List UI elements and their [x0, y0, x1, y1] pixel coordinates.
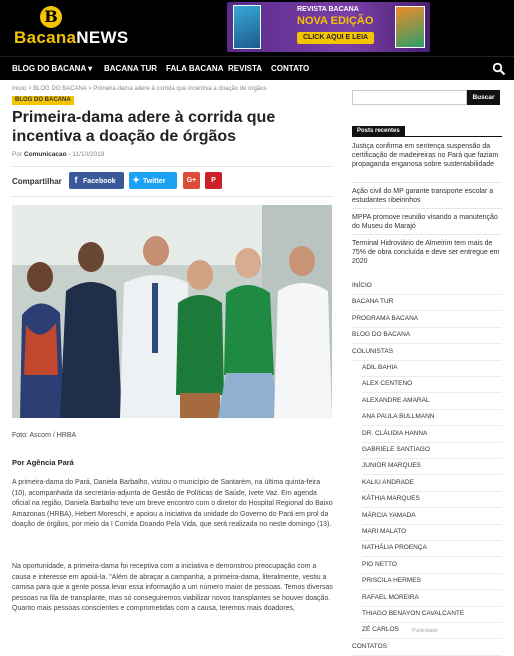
nav-item-blog-do-bacana[interactable]: BLOG DO BACANA ▾: [12, 64, 93, 73]
nav-item-bacana-tur[interactable]: BACANA TUR: [104, 64, 158, 73]
byline-author[interactable]: Comunicacao: [23, 151, 67, 158]
recent-post-link[interactable]: MPPA promove reunião visando a manutenção do Museu do Marajó: [352, 214, 498, 230]
article-byline: [12, 151, 104, 158]
category-badge[interactable]: BLOG DO BACANA: [12, 96, 74, 105]
divider: [352, 294, 502, 295]
sidebar-search-button[interactable]: Buscar: [467, 90, 500, 105]
divider: [352, 360, 502, 361]
divider: [362, 606, 502, 607]
divider: [352, 327, 502, 328]
columnist-link[interactable]: PIO NETTO: [362, 560, 397, 568]
article-title: Primeira-dama adere à corrida que incentiva a doação de órgãos: [12, 109, 276, 145]
divider: [352, 182, 502, 183]
columnist-link[interactable]: MÁRCIA YAMADA: [362, 511, 416, 519]
divider: [362, 638, 502, 639]
magazine-banner-ad[interactable]: [227, 2, 430, 52]
main-nav: [0, 56, 514, 80]
breadcrumb[interactable]: Início > BLOG DO BACANA > Primeira-dama adere à corrida que incentiva a doação de órgãos: [12, 86, 267, 92]
banner-magazine-cover: [395, 6, 425, 48]
divider: [362, 573, 502, 574]
divider: [362, 425, 502, 426]
group-photo-illustration: [12, 205, 332, 418]
banner-cta-button[interactable]: CLICK AQUI E LEIA: [297, 32, 374, 44]
search-icon[interactable]: [492, 62, 506, 76]
divider: [362, 622, 502, 623]
byline-prefix: Por: [12, 151, 23, 158]
sidebar-search-input[interactable]: [352, 90, 467, 105]
logo-wordmark: [14, 28, 128, 48]
divider: [362, 589, 502, 590]
share-facebook-button[interactable]: [69, 172, 124, 189]
nav-item-fala-bacana[interactable]: FALA BACANA: [166, 64, 224, 73]
divider: [362, 474, 502, 475]
divider: [362, 556, 502, 557]
columnist-link[interactable]: DR. CLÁUDIA HANNA: [362, 429, 428, 437]
nav-item-contato[interactable]: CONTATO: [271, 64, 310, 73]
site-logo[interactable]: [14, 6, 144, 50]
byline-date: - 11/10/2019: [68, 151, 105, 158]
site-header: [0, 0, 514, 56]
article-paragraph: Na oportunidade, a primeira-dama foi receptiva com a iniciativa e demonstrou preocupação com a causa e interesse em apoiá-la. "Além de abraçar a campanha, a primeira-dama, literalmente, vestiu a camisa para que a gente possa levar essa informação a um número maior de pessoas. Temos diversas pessoas na fila de transplante, mas só conseguiremos viabilizar novos transplantes se houver doação. Quanto mais pessoas conscientes e comprometidas com a causa, teremos mais doadores,: [12, 563, 333, 612]
divider: [362, 409, 502, 410]
logo-word-bacana: Bacana: [14, 28, 77, 47]
sidebar-menu-item[interactable]: BACANA TUR: [352, 298, 394, 306]
columnist-link[interactable]: KALIU ANDRADE: [362, 478, 415, 486]
logo-word-news: NEWS: [76, 28, 129, 47]
divider: [362, 376, 502, 377]
sidebar-menu-item[interactable]: PROGRAMA BACANA: [352, 314, 419, 322]
columnist-link[interactable]: GABRIELE SANTIAGO: [362, 446, 430, 453]
facebook-icon: f: [74, 175, 78, 185]
nav-item-revista[interactable]: REVISTA: [228, 64, 263, 73]
columnist-link[interactable]: ZÉ CARLOS: [362, 626, 399, 634]
recent-post-link[interactable]: Terminal Hidroviário de Almeirim tem mais de 75% de obra concluída e deve ser entregue em 2020: [352, 240, 500, 265]
banner-phone-image: [233, 5, 261, 49]
divider: [12, 166, 332, 167]
share-twitter-button[interactable]: [129, 172, 177, 189]
banner-headline: REVISTA BACANA: [297, 6, 359, 13]
recent-posts-heading: Posts recentes: [352, 126, 405, 136]
advertising-label: Publicidade: [412, 628, 438, 634]
columnist-link[interactable]: ANA PAULA BULLMANN: [362, 413, 435, 421]
divider: [352, 208, 502, 209]
columnist-link[interactable]: ALEXANDRE AMARAL: [362, 396, 430, 404]
twitter-icon: ✦: [132, 175, 140, 185]
columnist-link[interactable]: ALEX CENTENO: [362, 380, 413, 388]
divider: [362, 491, 502, 492]
columnist-link[interactable]: THIAGO BENAYON CAVALCANTE: [362, 610, 465, 617]
recent-post-link[interactable]: Ação civil do MP garante transporte escolar a estudantes ribeirinhos: [352, 188, 494, 204]
sidebar-menu-item[interactable]: INÍCIO: [352, 282, 372, 289]
columnist-link[interactable]: JUNIOR MARQUES: [362, 462, 421, 470]
share-facebook-label: Facebook: [83, 178, 116, 185]
share-twitter-label: Twitter: [143, 178, 166, 185]
divider: [362, 442, 502, 443]
columnist-link[interactable]: KÁTHIA MARQUES: [362, 495, 420, 503]
columnist-link[interactable]: ADIL BAHIA: [362, 364, 398, 371]
columnist-link[interactable]: NATHÁLIA PROENÇA: [362, 544, 427, 552]
divider: [362, 540, 502, 541]
divider: [352, 310, 502, 311]
divider: [362, 507, 502, 508]
logo-badge: B: [40, 6, 62, 28]
share-gplus-button[interactable]: G+: [183, 172, 200, 189]
article-paragraph: A primeira-dama do Pará, Daniela Barbalho, visitou o município de Santarém, na última quinta-feira (10), acompanhada da secretária-adjunta de Gestão de Políticas de Saúde, Ivete Vaz. Em agenda oficial na região, Daniela Barbalho teve um breve encontro com o diretor do Hospital Regional do Baixo Amazonas (HRBA), Hebert Moreschi, e apoiou a iniciativa da unidade do Governo do Pará em prol da doação de órgãos, por meio da I Corrida Doando Pela Vida, que será realizada no neste domingo (13).: [12, 479, 333, 528]
sidebar-menu-item[interactable]: CONTATOS: [352, 642, 388, 650]
share-pinterest-button[interactable]: P: [205, 172, 222, 189]
photo-caption: Foto: Ascom / HRBA: [12, 432, 77, 439]
banner-subheadline: NOVA EDIÇÃO: [297, 15, 374, 27]
divider: [12, 196, 332, 197]
divider: [362, 524, 502, 525]
divider: [362, 392, 502, 393]
divider: [352, 136, 502, 137]
sidebar-menu-item[interactable]: COLUNISTAS: [352, 347, 394, 355]
divider: [362, 458, 502, 459]
columnist-link[interactable]: RAFAEL MOREIRA: [362, 593, 419, 601]
divider: [352, 234, 502, 235]
recent-post-link[interactable]: Justiça confirma em sentença suspensão da certificação de madeireiras no Pará que faziam propaganda enganosa sobre sustentabilidade: [352, 143, 499, 168]
divider: [352, 343, 502, 344]
article-source: Por Agência Pará: [12, 458, 74, 467]
article-photo: [12, 205, 332, 418]
share-label: Compartilhar: [12, 177, 62, 186]
columnist-link[interactable]: PRISCILA HERMES: [362, 577, 421, 585]
sidebar-menu-item[interactable]: BLOG DO BACANA: [352, 331, 411, 339]
columnist-link[interactable]: MARI MALATO: [362, 528, 407, 535]
